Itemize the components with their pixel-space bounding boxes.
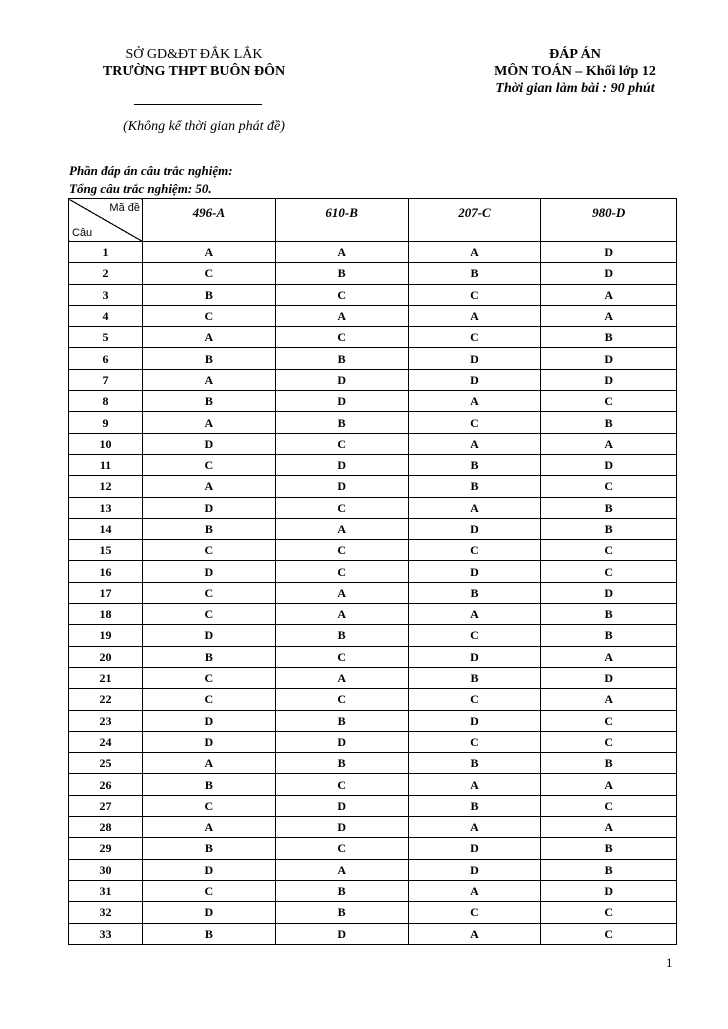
answer-cell: A [275, 518, 408, 539]
answer-cell: D [541, 454, 677, 475]
answer-cell: B [408, 753, 541, 774]
answer-cell: D [541, 667, 677, 688]
table-row [69, 348, 677, 369]
answer-cell: B [541, 838, 677, 859]
table-row [69, 646, 677, 667]
answer-cell: C [275, 646, 408, 667]
answer-cell: C [143, 604, 276, 625]
subject-line: MÔN TOÁN – Khối lớp 12 [494, 64, 656, 79]
answer-cell: D [408, 859, 541, 880]
answer-cell: D [541, 369, 677, 390]
department-name: SỞ GD&ĐT ĐẮK LẮK [125, 47, 263, 62]
answer-cell: D [143, 433, 276, 454]
answer-cell: C [275, 540, 408, 561]
answer-cell: D [541, 242, 677, 263]
answer-cell: C [143, 263, 276, 284]
answer-table [68, 198, 677, 945]
answer-cell: C [541, 902, 677, 923]
question-number: 13 [69, 497, 143, 518]
question-number: 16 [69, 561, 143, 582]
answer-cell: C [541, 561, 677, 582]
table-row [69, 625, 677, 646]
table-header-row [69, 199, 677, 242]
question-number: 7 [69, 369, 143, 390]
question-number: 10 [69, 433, 143, 454]
table-row [69, 391, 677, 412]
answer-cell: A [408, 880, 541, 901]
table-row [69, 263, 677, 284]
table-row [69, 753, 677, 774]
table-row [69, 667, 677, 688]
answer-cell: B [143, 391, 276, 412]
question-number: 8 [69, 391, 143, 412]
answer-cell: A [143, 817, 276, 838]
answer-cell: B [275, 902, 408, 923]
answer-cell: A [408, 497, 541, 518]
question-number: 3 [69, 284, 143, 305]
answer-cell: A [541, 774, 677, 795]
question-number: 31 [69, 880, 143, 901]
header-divider [134, 104, 262, 105]
answer-cell: B [143, 923, 276, 944]
corner-cell [69, 199, 143, 242]
answer-cell: B [541, 604, 677, 625]
question-number: 9 [69, 412, 143, 433]
table-row [69, 604, 677, 625]
answer-cell: D [275, 391, 408, 412]
question-number: 24 [69, 731, 143, 752]
answer-cell: B [275, 263, 408, 284]
question-number: 1 [69, 242, 143, 263]
question-number: 4 [69, 305, 143, 326]
answer-cell: D [408, 348, 541, 369]
answer-cell: B [143, 518, 276, 539]
answer-cell: A [408, 604, 541, 625]
table-row [69, 859, 677, 880]
answer-cell: A [408, 433, 541, 454]
question-number: 11 [69, 454, 143, 475]
table-row [69, 710, 677, 731]
answer-cell: C [408, 284, 541, 305]
answer-cell: D [275, 817, 408, 838]
answer-cell: D [143, 731, 276, 752]
answer-cell: A [143, 369, 276, 390]
answer-cell: C [275, 433, 408, 454]
table-row [69, 476, 677, 497]
exam-code-label: Mã đề [109, 202, 140, 214]
answer-cell: D [541, 880, 677, 901]
question-number: 22 [69, 689, 143, 710]
answer-cell: A [143, 412, 276, 433]
answer-cell: C [143, 305, 276, 326]
table-row [69, 369, 677, 390]
answer-cell: C [408, 412, 541, 433]
answer-cell: C [408, 689, 541, 710]
answer-cell: B [541, 625, 677, 646]
column-header: 496-A [143, 199, 276, 242]
answer-cell: A [541, 817, 677, 838]
page-number: 1 [666, 955, 673, 970]
answer-cell: A [541, 689, 677, 710]
answer-cell: D [275, 795, 408, 816]
answer-cell: C [275, 284, 408, 305]
answer-cell: B [275, 348, 408, 369]
table-row [69, 327, 677, 348]
answer-cell: A [408, 391, 541, 412]
table-row [69, 433, 677, 454]
answer-cell: C [143, 689, 276, 710]
answer-cell: C [143, 454, 276, 475]
answer-cell: C [408, 731, 541, 752]
answer-cell: B [408, 795, 541, 816]
answer-cell: D [408, 646, 541, 667]
answer-cell: A [408, 817, 541, 838]
answer-cell: D [143, 710, 276, 731]
table-row [69, 561, 677, 582]
table-row [69, 284, 677, 305]
question-number: 12 [69, 476, 143, 497]
table-row [69, 902, 677, 923]
question-number: 29 [69, 838, 143, 859]
answer-cell: D [275, 476, 408, 497]
answer-cell: D [408, 518, 541, 539]
answer-cell: B [408, 476, 541, 497]
answer-cell: A [541, 284, 677, 305]
question-number: 23 [69, 710, 143, 731]
answer-cell: A [275, 859, 408, 880]
column-header: 610-B [275, 199, 408, 242]
question-number: 20 [69, 646, 143, 667]
table-row [69, 497, 677, 518]
answer-cell: A [541, 305, 677, 326]
answer-cell: C [143, 880, 276, 901]
table-row [69, 242, 677, 263]
answer-cell: A [408, 774, 541, 795]
answer-cell: B [143, 838, 276, 859]
answer-cell: C [275, 497, 408, 518]
table-row [69, 518, 677, 539]
answer-cell: A [143, 476, 276, 497]
table-row [69, 689, 677, 710]
answer-cell: B [275, 710, 408, 731]
column-header: 207-C [408, 199, 541, 242]
answer-cell: C [541, 710, 677, 731]
answer-cell: B [143, 774, 276, 795]
question-number: 5 [69, 327, 143, 348]
exam-header [440, 46, 710, 97]
answer-cell: C [541, 476, 677, 497]
answer-cell: D [275, 369, 408, 390]
question-number: 26 [69, 774, 143, 795]
question-label: Câu [72, 227, 93, 239]
answer-cell: B [408, 454, 541, 475]
total-questions: Tổng câu trắc nghiệm: 50. [69, 181, 212, 196]
table-row [69, 880, 677, 901]
answer-cell: A [408, 923, 541, 944]
answer-cell: A [275, 582, 408, 603]
answer-cell: D [408, 838, 541, 859]
answer-key-title: ĐÁP ÁN [549, 47, 601, 62]
table-row [69, 305, 677, 326]
answer-cell: B [275, 412, 408, 433]
answer-cell: C [275, 689, 408, 710]
answer-cell: D [541, 348, 677, 369]
table-row [69, 582, 677, 603]
section-title: Phần đáp án câu trắc nghiệm: [69, 163, 233, 178]
answer-cell: D [408, 369, 541, 390]
table-row [69, 923, 677, 944]
question-number: 33 [69, 923, 143, 944]
answer-cell: D [275, 923, 408, 944]
answer-cell: C [143, 667, 276, 688]
column-header: 980-D [541, 199, 677, 242]
question-number: 21 [69, 667, 143, 688]
question-number: 14 [69, 518, 143, 539]
answer-cell: D [408, 561, 541, 582]
answer-cell: B [275, 880, 408, 901]
answer-cell: A [408, 305, 541, 326]
question-number: 15 [69, 540, 143, 561]
answer-cell: B [143, 348, 276, 369]
answer-cell: C [143, 540, 276, 561]
table-row [69, 838, 677, 859]
answer-cell: A [275, 242, 408, 263]
table-row [69, 817, 677, 838]
answer-cell: C [408, 540, 541, 561]
answer-cell: A [275, 667, 408, 688]
answer-cell: D [143, 625, 276, 646]
answer-cell: A [275, 604, 408, 625]
answer-cell: C [408, 902, 541, 923]
answer-cell: A [541, 433, 677, 454]
answer-cell: B [541, 753, 677, 774]
answer-cell: C [541, 540, 677, 561]
answer-cell: C [275, 327, 408, 348]
answer-cell: B [275, 753, 408, 774]
answer-cell: B [143, 646, 276, 667]
answer-cell: B [143, 284, 276, 305]
answer-cell: D [541, 582, 677, 603]
answer-cell: B [541, 412, 677, 433]
answer-cell: C [541, 391, 677, 412]
answer-cell: B [408, 667, 541, 688]
answer-cell: D [541, 263, 677, 284]
answer-cell: D [143, 859, 276, 880]
answer-cell: C [143, 582, 276, 603]
answer-cell: A [275, 305, 408, 326]
answer-cell: C [143, 795, 276, 816]
question-number: 6 [69, 348, 143, 369]
answer-cell: C [541, 923, 677, 944]
answer-cell: D [143, 561, 276, 582]
question-number: 25 [69, 753, 143, 774]
answer-cell: C [275, 561, 408, 582]
table-row [69, 795, 677, 816]
answer-cell: D [408, 710, 541, 731]
answer-cell: C [541, 731, 677, 752]
answer-cell: B [541, 518, 677, 539]
answer-cell: D [143, 497, 276, 518]
answer-cell: D [143, 902, 276, 923]
answer-cell: C [275, 838, 408, 859]
answer-cell: C [408, 625, 541, 646]
answer-cell: B [541, 859, 677, 880]
answer-cell: B [408, 263, 541, 284]
question-number: 28 [69, 817, 143, 838]
time-note: (Không kể thời gian phát đề) [123, 119, 285, 134]
question-number: 32 [69, 902, 143, 923]
question-number: 2 [69, 263, 143, 284]
table-row [69, 731, 677, 752]
answer-cell: B [408, 582, 541, 603]
table-row [69, 412, 677, 433]
answer-cell: C [541, 795, 677, 816]
question-number: 19 [69, 625, 143, 646]
question-number: 17 [69, 582, 143, 603]
answer-cell: D [275, 731, 408, 752]
answer-table-body [69, 242, 677, 945]
answer-cell: D [275, 454, 408, 475]
answer-cell: B [275, 625, 408, 646]
duration-line: Thời gian làm bài : 90 phút [495, 81, 655, 96]
table-row [69, 540, 677, 561]
school-header [84, 46, 304, 80]
answer-cell: C [408, 327, 541, 348]
table-row [69, 774, 677, 795]
answer-cell: A [143, 327, 276, 348]
question-number: 30 [69, 859, 143, 880]
table-row [69, 454, 677, 475]
answer-cell: B [541, 497, 677, 518]
answer-cell: A [541, 646, 677, 667]
school-name: TRƯỜNG THPT BUÔN ĐÔN [102, 64, 286, 79]
question-number: 18 [69, 604, 143, 625]
answer-cell: A [408, 242, 541, 263]
answer-cell: A [143, 242, 276, 263]
answer-cell: B [541, 327, 677, 348]
question-number: 27 [69, 795, 143, 816]
answer-cell: C [275, 774, 408, 795]
answer-cell: A [143, 753, 276, 774]
